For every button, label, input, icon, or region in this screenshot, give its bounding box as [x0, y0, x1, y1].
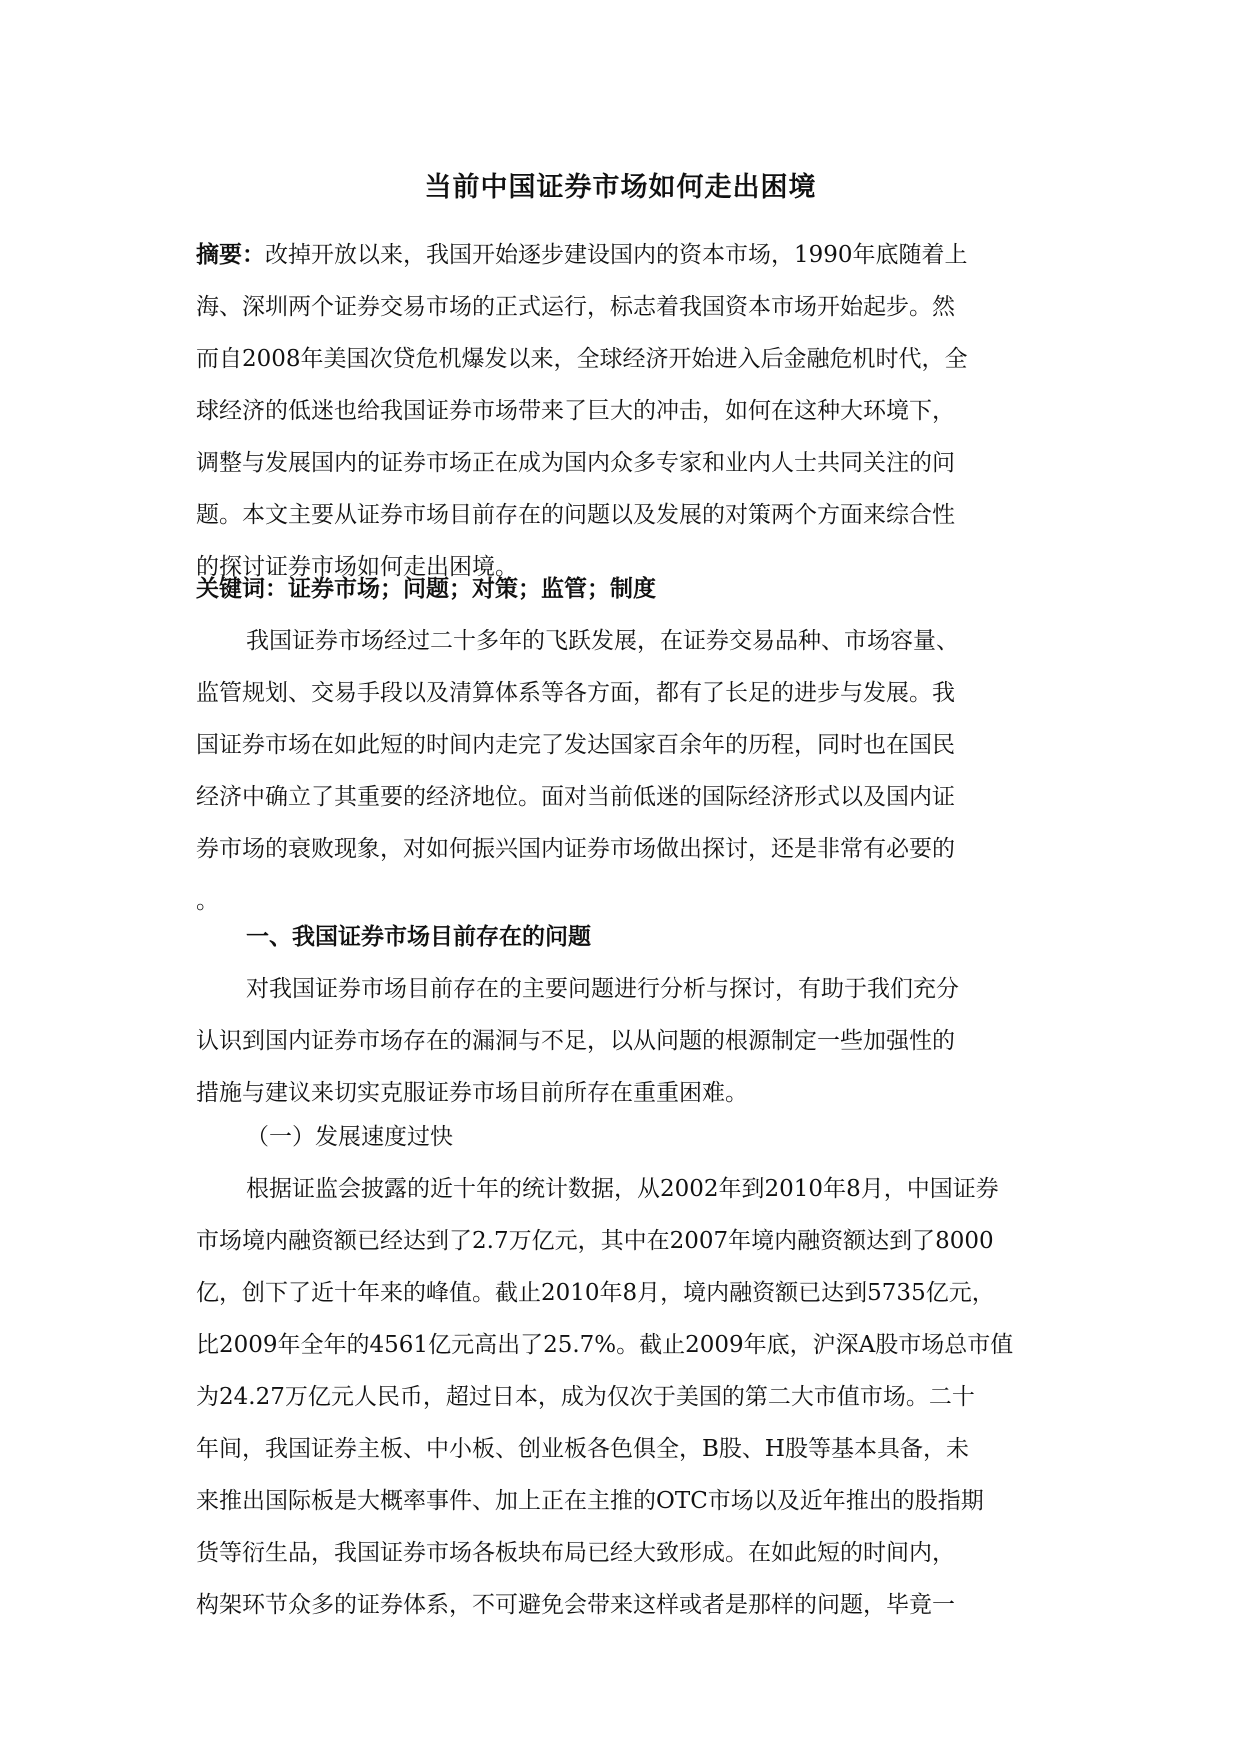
- subsection-line: 来推出国际板是大概率事件、加上正在主推的OTC市场以及近年推出的股指期: [196, 1488, 984, 1514]
- subsection-paragraph: [196, 1163, 1046, 1631]
- abstract-line: 的探讨证券市场如何走出困境。: [196, 554, 518, 580]
- abstract: [196, 229, 1046, 593]
- keywords-line: [196, 563, 1046, 615]
- section1-line: 对我国证券市场目前存在的主要问题进行分析与探讨，有助于我们充分: [246, 976, 959, 1002]
- subsection-line: 市场境内融资额已经达到了2.7万亿元，其中在2007年境内融资额达到了8000: [196, 1228, 994, 1254]
- subsection-line: 比2009年全年的4561亿元高出了25.7%。截止2009年底，沪深A股市场总市值: [196, 1332, 1014, 1358]
- document-title: 当前中国证券市场如何走出困境: [424, 172, 817, 203]
- intro-line: 监管规划、交易手段以及清算体系等各方面，都有了长足的进步与发展。我: [196, 680, 955, 706]
- abstract-line: 题。本文主要从证券市场目前存在的问题以及发展的对策两个方面来综合性: [196, 502, 955, 528]
- intro-line: 券市场的衰败现象，对如何振兴国内证券市场做出探讨，还是非常有必要的: [196, 836, 955, 862]
- subsection-line: 年间，我国证券主板、中小板、创业板各色俱全，B股、H股等基本具备，未: [196, 1436, 969, 1462]
- abstract-line: 摘要：改掉开放以来，我国开始逐步建设国内的资本市场，1990年底随着上: [196, 242, 968, 268]
- abstract-label: 摘要：: [196, 242, 265, 268]
- section1-line: 措施与建议来切实克服证券市场目前所存在重重困难。: [196, 1080, 748, 1106]
- subsection-line: 货等衍生品，我国证券市场各板块布局已经大致形成。在如此短的时间内，: [196, 1540, 955, 1566]
- keywords-label: 关键词：: [196, 576, 288, 602]
- abstract-line: 调整与发展国内的证券市场正在成为国内众多专家和业内人士共同关注的问: [196, 450, 955, 476]
- keywords: [196, 563, 1046, 615]
- subsection-line: 为24.27万亿元人民币，超过日本，成为仅次于美国的第二大市值市场。二十: [196, 1384, 975, 1410]
- intro-line: 国证券市场在如此短的时间内走完了发达国家百余年的历程，同时也在国民: [196, 732, 955, 758]
- section1-line: 认识到国内证券市场存在的漏洞与不足，以从问题的根源制定一些加强性的: [196, 1028, 955, 1054]
- abstract-line: 球经济的低迷也给我国证券市场带来了巨大的冲击，如何在这种大环境下，: [196, 398, 955, 424]
- subsection-line: 构架环节众多的证券体系，不可避免会带来这样或者是那样的问题，毕竟一: [196, 1592, 955, 1618]
- keywords-text: 证券市场；问题；对策；监管；制度: [288, 576, 656, 602]
- intro-line: 。: [196, 888, 219, 914]
- subsection-line: 根据证监会披露的近十年的统计数据，从2002年到2010年8月，中国证券: [246, 1176, 999, 1202]
- section-heading: 一、我国证券市场目前存在的问题: [246, 924, 591, 950]
- intro-paragraph: [196, 615, 1046, 927]
- subsection-heading: （一）发展速度过快: [246, 1124, 453, 1150]
- intro-line: 我国证券市场经过二十多年的飞跃发展，在证券交易品种、市场容量、: [246, 628, 959, 654]
- section1-paragraph: [196, 963, 1046, 1119]
- intro-line: 经济中确立了其重要的经济地位。面对当前低迷的国际经济形式以及国内证: [196, 784, 955, 810]
- abstract-line: 而自2008年美国次贷危机爆发以来，全球经济开始进入后金融危机时代，全: [196, 346, 968, 372]
- abstract-line: 海、深圳两个证券交易市场的正式运行，标志着我国资本市场开始起步。然: [196, 294, 955, 320]
- subsection-line: 亿，创下了近十年来的峰值。截止2010年8月，境内融资额已达到5735亿元，: [196, 1280, 995, 1306]
